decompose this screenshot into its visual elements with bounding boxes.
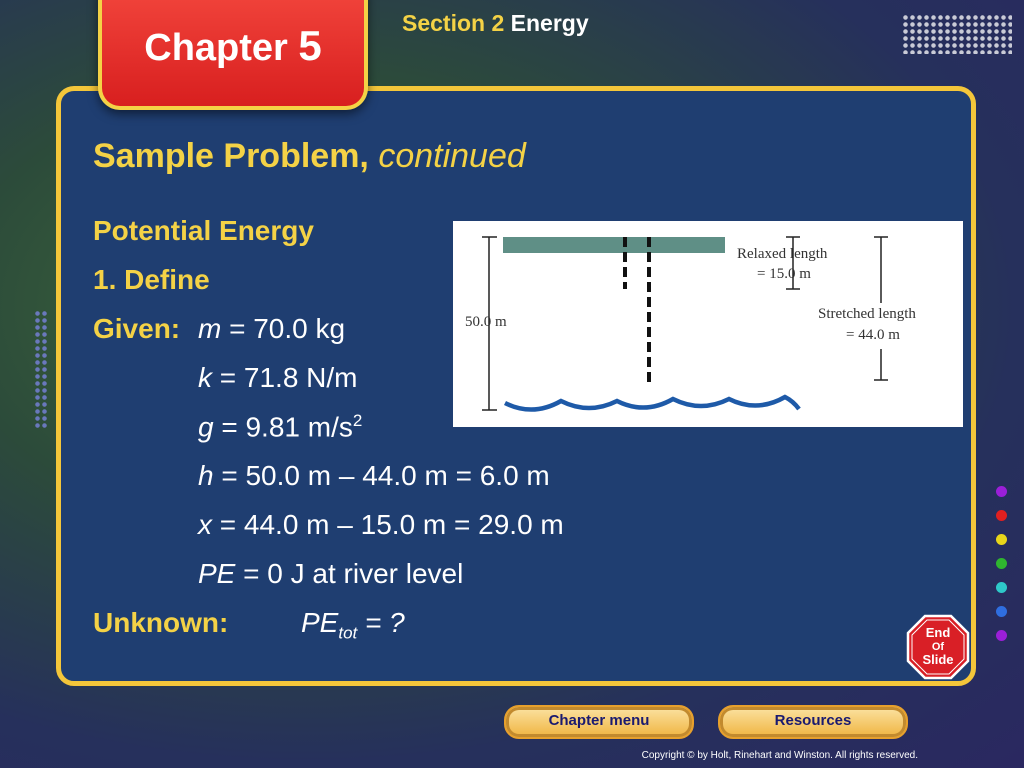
- side-dot: [996, 630, 1007, 641]
- height-label: 50.0 m: [465, 314, 507, 330]
- side-dot: [996, 510, 1007, 521]
- bungee-diagram: [453, 221, 963, 427]
- given-height: h = 50.0 m – 44.0 m = 6.0 m: [198, 460, 550, 491]
- given-label: Given:: [93, 313, 181, 344]
- stop-sign-icon: [906, 614, 970, 680]
- stretched-label-1: Stretched length: [818, 306, 916, 322]
- section-label: Section 2: [402, 10, 505, 36]
- given-spring-constant: k = 71.8 N/m: [198, 362, 358, 393]
- relaxed-label-1: Relaxed length: [737, 246, 828, 262]
- chapter-number: 5: [298, 22, 322, 69]
- given-stretch: x = 44.0 m – 15.0 m = 29.0 m: [198, 509, 564, 540]
- end-text-2: Of: [931, 641, 945, 653]
- side-dots: [996, 486, 1010, 654]
- bungee-diagram-svg: [453, 221, 963, 427]
- side-dot: [996, 582, 1007, 593]
- topic-line: Potential Energy: [93, 215, 314, 246]
- chapter-menu-button[interactable]: Chapter menu: [504, 705, 694, 739]
- copyright-notice: Copyright © by Holt, Rinehart and Winston. All rights reserved.: [641, 750, 918, 761]
- side-dot: [996, 534, 1007, 545]
- step-line: 1. Define: [93, 264, 210, 295]
- resources-button[interactable]: Resources: [718, 705, 908, 739]
- side-dot: [996, 606, 1007, 617]
- side-dot: [996, 486, 1007, 497]
- unknown-expression: $PE_{tot}$ = ?: [301, 607, 405, 643]
- stretched-label-2: = 44.0 m: [846, 327, 900, 343]
- given-reference-pe: PE = 0 J at river level: [198, 558, 464, 589]
- unknown-label: Unknown:: [93, 607, 229, 638]
- title-suffix: continued: [378, 137, 526, 175]
- section-topic: Energy: [510, 10, 589, 36]
- end-text-1: End: [925, 625, 951, 640]
- given-mass: m = 70.0 kg: [198, 313, 346, 344]
- content-panel: [56, 86, 976, 686]
- chapter-tab: [98, 0, 368, 110]
- slide-title: Sample Problem, continued: [93, 137, 526, 175]
- decorative-dot-grid: [902, 14, 1012, 54]
- chapter-label: Chapter: [144, 27, 288, 69]
- decorative-dot-column: [34, 310, 48, 430]
- end-of-slide-button[interactable]: [906, 614, 970, 680]
- section-header: [402, 10, 589, 37]
- river-waves: [505, 397, 799, 410]
- relaxed-label-2: = 15.0 m: [757, 266, 811, 282]
- end-text-3: Slide: [922, 652, 954, 667]
- bridge-deck: [503, 237, 725, 253]
- side-dot: [996, 558, 1007, 569]
- given-gravity: g = 9.81 $m/s^2$: [198, 411, 363, 443]
